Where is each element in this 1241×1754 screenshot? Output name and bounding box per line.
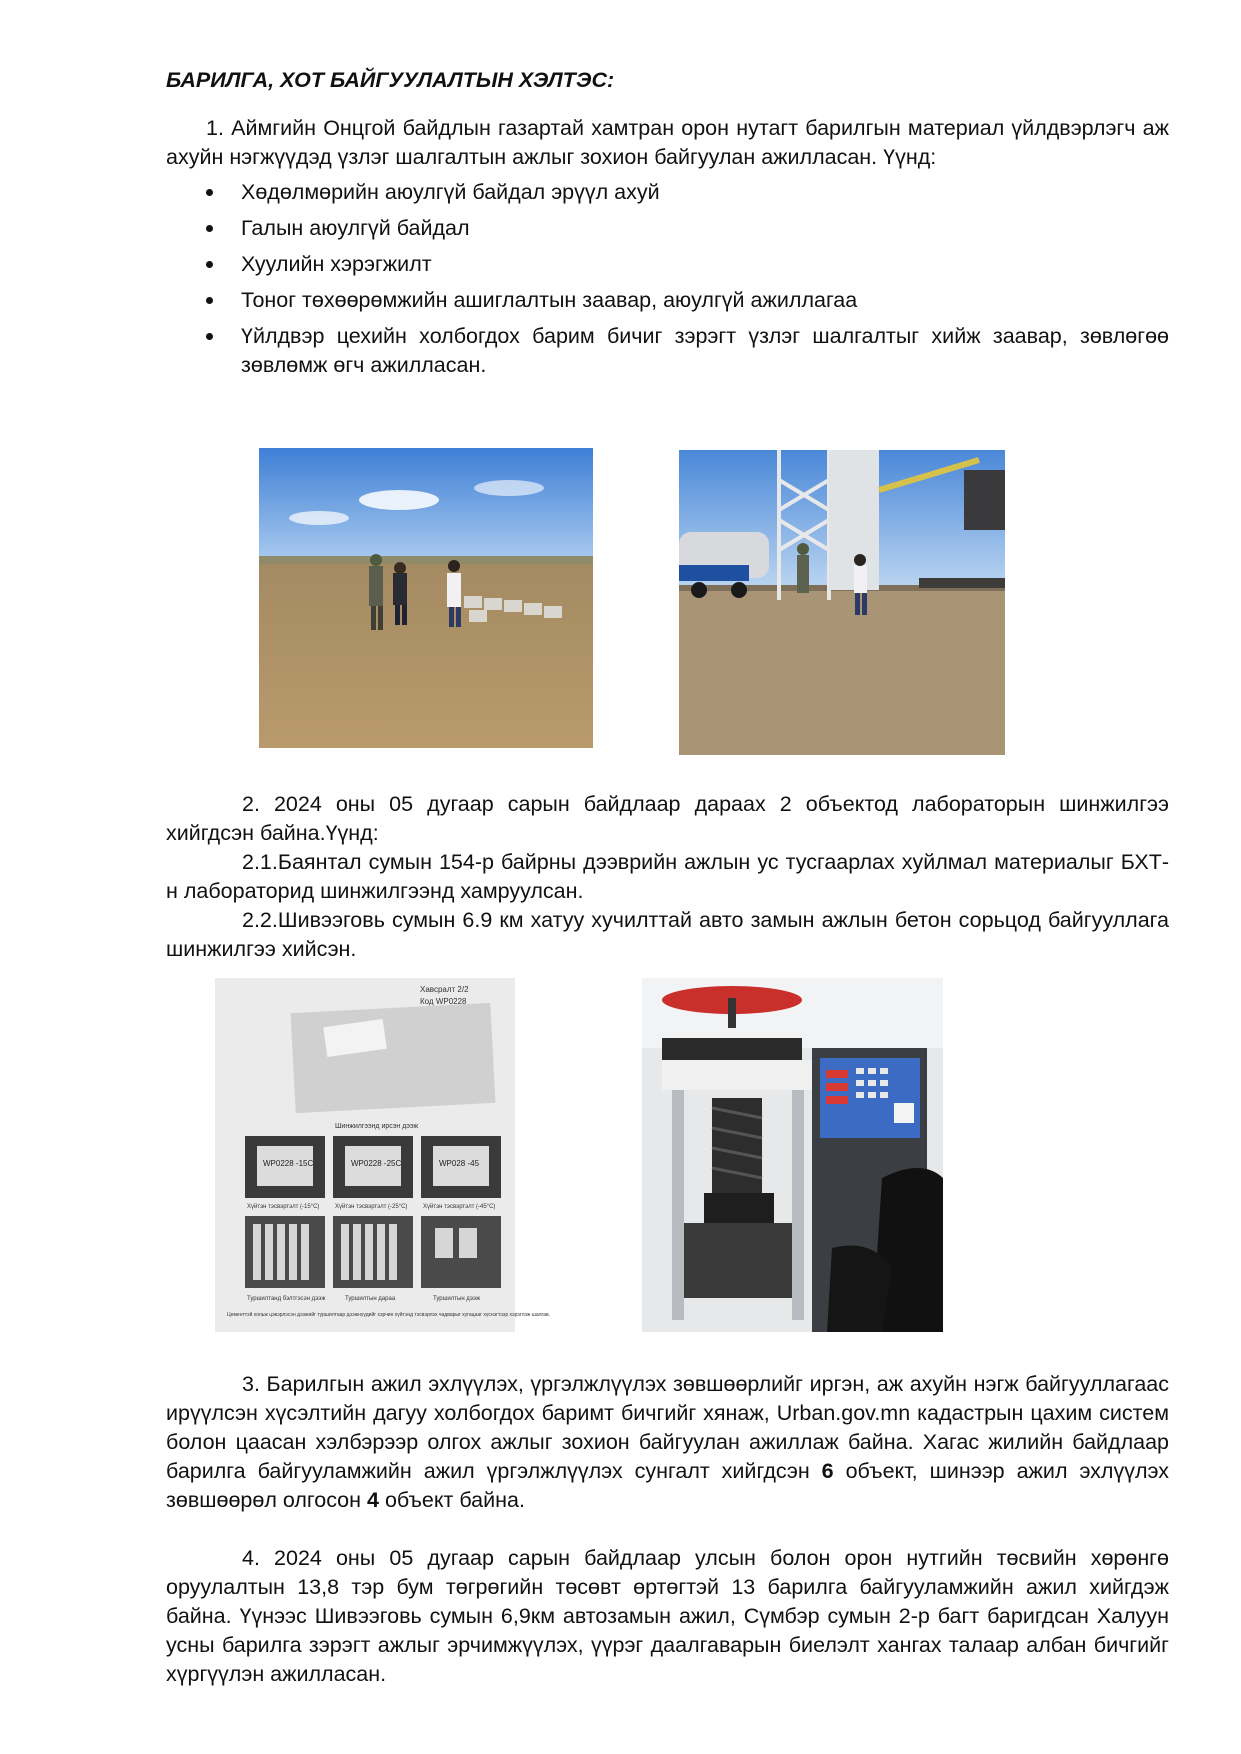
section-4 xyxy=(166,1544,1169,1689)
bullet-icon xyxy=(206,333,213,340)
photo-label-3: Хүйтэн тэсвэртэлт (-45°C) xyxy=(423,1204,496,1210)
photo-label-1: Хүйтэн тэсвэртэлт (-15°C) xyxy=(247,1204,320,1210)
lab-report-photo xyxy=(215,978,551,1332)
bullet-item: Хөдөлмөрийн аюулгүй байдал эрүүл ахуй xyxy=(166,178,1169,207)
section-1-bullet-list xyxy=(166,178,1169,380)
sample-label-3: WP028 -45 xyxy=(439,1159,480,1168)
extension-count: 6 xyxy=(821,1459,834,1483)
section-2-intro: 2. 2024 оны 05 дугаар сарын байдлаар дараах 2 объектод лабораторын шинжилгээ хийгдсэн байна.Үүнд: xyxy=(166,792,1169,845)
sample-label-1: WP0228 -15C xyxy=(263,1159,314,1168)
report-header-1: Хавсралт 2/2 xyxy=(420,985,469,994)
section-heading: БАРИЛГА, ХОТ БАЙГУУЛАЛТЫН ХЭЛТЭС: xyxy=(166,68,615,92)
bullet-icon xyxy=(206,225,213,232)
section-2 xyxy=(166,790,1169,964)
section-3-text: 3. Барилгын ажил эхлүүлэх, үргэлжлүүлэх зөвшөөрлийг иргэн, аж ахуйн нэгж байгууллагаас ирүүлсэн хүсэлтийн дагуу холбогдох баримт бичгийг хянаж, Urban.gov.mn кадастрын цахим систем болон цаасан хэлбэрээр олгох ажлыг зохион байгуулан ажиллаж байна. Хагас жилийн байдлаар барилга байгууламжийн ажил үргэлжлүүлэх сунгалт хийгдсэн 6 объект, шинээр ажил эхлүүлэх зөвшөөрөл олгосон 4 объект байна. xyxy=(166,1372,1170,1512)
concrete-plant-photo xyxy=(679,450,1005,755)
section-3 xyxy=(166,1370,1169,1515)
bullet-item: Галын аюулгүй байдал xyxy=(166,214,1169,243)
new-permit-count: 4 xyxy=(367,1488,379,1512)
photo-label-4: Туршилтанд бэлтгэсэн дээж xyxy=(247,1296,326,1302)
section-1-intro: 1. Аймгийн Онцгой байдлын газартай хамтран орон нутагт барилгын материал үйлдвэрлэгч аж ахуйн нэгжүүдэд үзлэг шалгалтын ажлыг зохион байгуулан ажилласан. Үүнд: xyxy=(166,116,1169,169)
section-2-item-1: 2.1.Баянтал сумын 154-р байрны дээврийн ажлын ус тусгаарлах хуйлмал материалыг БХТ-н лабораторид шинжилгээнд хамруулсан. xyxy=(166,850,1169,903)
bullet-icon xyxy=(206,261,213,268)
site-inspection-photo xyxy=(259,448,593,748)
photo-label-6: Туршилтын дээж xyxy=(433,1296,481,1302)
report-header-2: Код WP0228 xyxy=(420,997,467,1006)
section-1 xyxy=(166,114,1169,387)
bullet-item: Тоног төхөөрөмжийн ашиглалтын заавар, аюулгүй ажиллагаа xyxy=(166,286,1169,315)
bullet-icon xyxy=(206,297,213,304)
section-2-item-2: 2.2.Шивээговь сумын 6.9 км хатуу хучилттай авто замын ажлын бетон сорьцод байгууллага шинжилгээ хийсэн. xyxy=(166,908,1169,961)
bullet-icon xyxy=(206,189,213,196)
compression-machine-photo xyxy=(642,978,943,1332)
photo-label-5: Туршилтын дараа xyxy=(345,1296,396,1302)
report-caption: Шинжилгээнд ирсэн дээж xyxy=(335,1123,419,1130)
section-4-text: 4. 2024 оны 05 дугаар сарын байдлаар улсын болон орон нутгийн төсвийн хөрөнгө оруулалтын 13,8 тэр бум төгрөгийн төсөвт өртөгтэй 13 барилга байгууламжийн ажил хийгдэж байна. Үүнээс Шивээговь сумын 6,9км автозамын ажил, Сүмбэр сумын 2-р багт баригдсан Халуун усны барилга зэрэгт ажлыг эрчимжүүлэх, үүрэг даалгаварын биелэлт хангах талаар албан бичгийг хүргүүлэн ажилласан. xyxy=(166,1546,1169,1686)
photo-label-2: Хүйтэн тэсвэртэлт (-25°C) xyxy=(335,1204,408,1210)
bullet-item: Үйлдвэр цехийн холбогдох барим бичиг зэрэгт үзлэг шалгалтыг хийж заавар, зөвлөгөө зөвлөмж өгч ажилласан. xyxy=(166,322,1169,380)
bullet-item: Хуулийн хэрэгжилт xyxy=(166,250,1169,279)
report-note: Цементтэй хольж цэвэрлэсэн дээжийг туршилтаар дээжнүүдийг хэрчин хүйтэнд тэсвэрлэх чадварыг хугацааг хүснэгтээр хэрэглэж шалгав. xyxy=(227,1312,551,1318)
sample-label-2: WP0228 -25C xyxy=(351,1159,402,1168)
